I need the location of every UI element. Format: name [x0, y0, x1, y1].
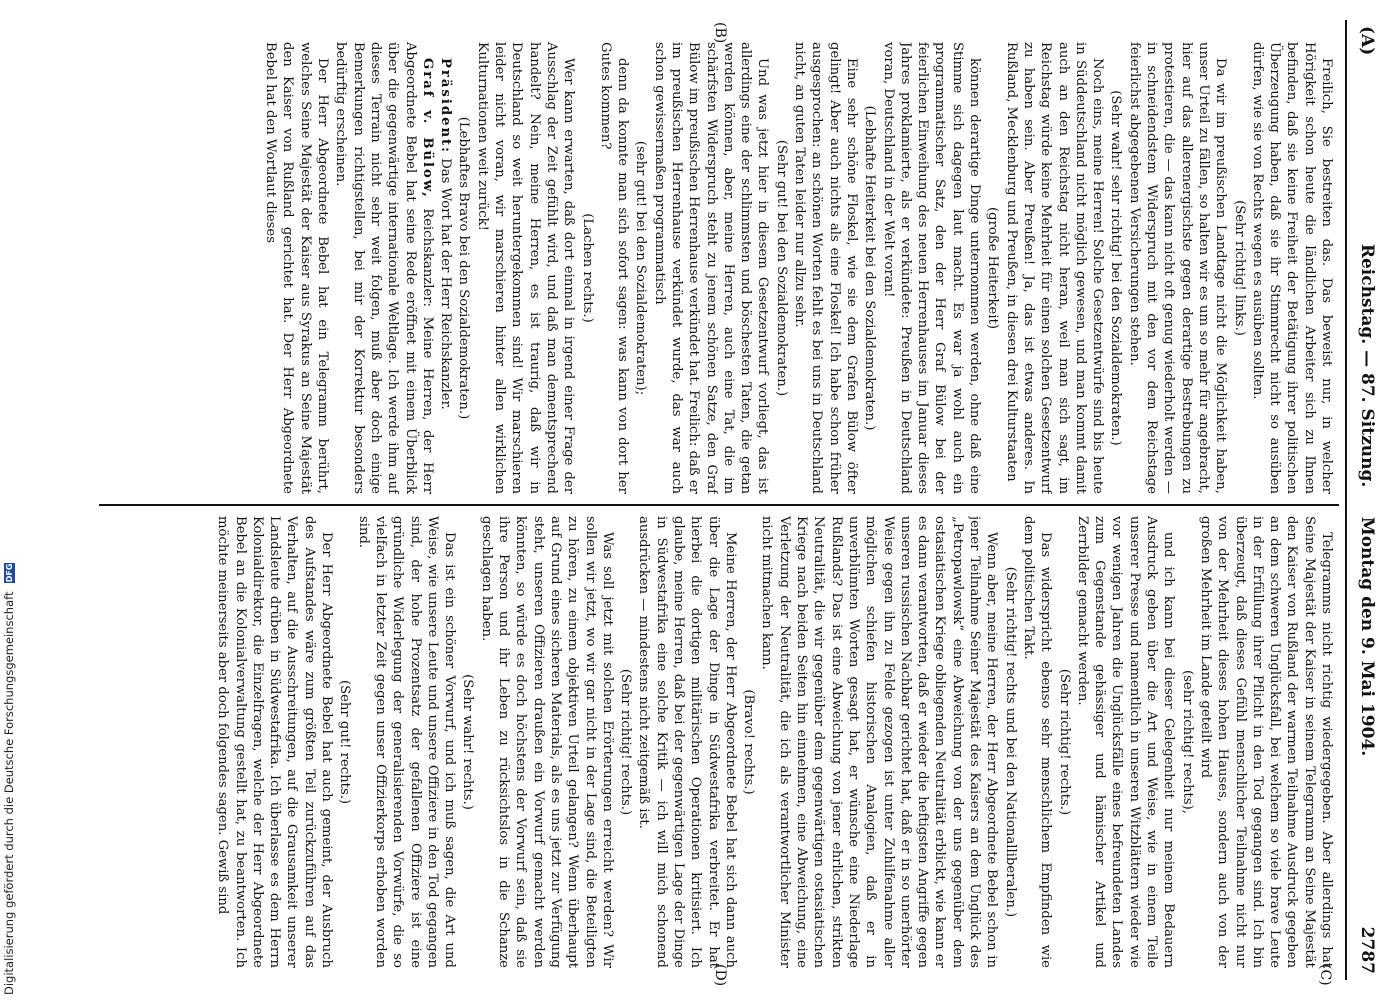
paragraph: Telegramms nicht richtig wiedergegeben. Aber allerdings hat Seine Majestät der Kaiser in seinem Telegramm an Seine Majestät den Kaiser von Rußland der warmen Teilnahme Ausdruck gegeben an dem schweren Unglücksfall, bei welchem so viele brave Leute in der Erfüllung ihrer Pflicht in den Tod gegangen sind. Ich bin überzeugt, daß dieses Gefühl menschlicher Teilnahme nicht nur von der Mehrheit dieses hohen Hauses, sondern auch von der großen Mehrheit im Lande geteilt wird [1197, 516, 1334, 968]
paragraph: Noch eins, meine Herren! Solche Gesetzentwürfe sind bis heute in Süddeutschland nicht möglich gewesen, und man kommt damit auch an den Reichstag nicht heran, weil man sich sagt, im Reichstag würde keine Mehrheit für einen solchen Gesetzentwurf zu haben sein. Aber Preußen! Ja, das ist etwas anderes. In Rußland, Mecklenburg und Preußen, in diesen drei Kulturstaaten [1003, 42, 1106, 494]
dfg-funding-note [2, 5, 18, 995]
header-date: Montag den 9. Mai 1904. [1357, 516, 1377, 757]
paragraph: Das widerspricht ebenso sehr menschlichem Empfinden wie dem politischen Takt. [1020, 516, 1054, 968]
page-number: 2787 [1357, 926, 1377, 974]
dfg-logo-icon: DFG [5, 563, 14, 583]
interjection: (Lebhafte Heiterkeit bei den Sozialdemokraten.) [862, 105, 878, 431]
margin-marker-b: (B) [712, 22, 728, 44]
speaker-paragraph [332, 42, 436, 494]
header-margin-marker: (A) [1357, 26, 1377, 56]
margin-marker-d: (D) [712, 964, 728, 987]
right-text-column [110, 516, 1335, 968]
interjection: (Lebhaftes Bravo bei den Sozialdemokraten.) [456, 116, 472, 420]
interjection: (große Heiterkeit) [985, 206, 1001, 330]
paragraph: Da wir im preußischen Landtage nicht die Möglichkeit haben, unser Urteil zu fällen, so halten wir es um so mehr für angebracht, hier auf das allerenergischste gegen derartige Bestrebungen zu protestieren, die — das kann nicht oft genug wiederholt werden — in schneidendstem Widerspruch mit den vor dem Reichstage feierlichst abgegebenen Versicherungen stehen. [1126, 42, 1229, 494]
scanned-page [93, 20, 1383, 987]
dfg-funding-text: Digitalisierung gefördert durch die Deutsche Forschungsgemeinschaft [2, 591, 16, 995]
interjection: (Sehr richtig! rechts.) [1056, 668, 1072, 816]
speaker-name: Präsident: [438, 58, 454, 155]
paragraph: und ich kann bei dieser Gelegenheit nur meinem Bedauern Ausdruck geben über die Art und Weise, wie in einem Teile unserer Presse und namentlich in unseren Witzblättern wieder wie vor wenigen Jahren die Unglücksfälle eines befreundeten Landes zum Gegenstande gehässiger und hämischer Artikel und Zerrbilder gemacht werden. [1074, 516, 1177, 968]
interjection: (Sehr gut! bei den Sozialdemokraten.) [773, 139, 789, 397]
speaker-paragraph [437, 42, 454, 494]
paragraph: Der Herr Abgeordnete Bebel hat auch gemeint, der Ausbruch des Aufstandes wäre zum größten Teil zurückzuführen auf das Verhalten, auf die Ausschreitungen, auf die Grausamkeit unserer Landsleute drüben in Südwestafrika. Ich überlasse es dem Herrn Kolonialdirektor, die Einzelfragen, welche der Herr Abgeordnete Bebel an die Kolonialverwaltung gestellt hat, zu beantworten. Ich möchte meinerseits aber doch folgendes sagen. Gewiß sind [215, 516, 335, 968]
paragraph: Und was jetzt hier in diesem Gesetzentwurf vorliegt, das ist allerdings eine der schlimmsten und böschesten Taten, die getan werden können, aber, meine Herren, auch eine Tat, die im schärfsten Widerspruch steht zu jenem schönen Satze, den Graf Bülow im preußischen Herrenhause verkündet hat. Freilich: daß er im preußischen Herrenhause verkündet wurde, das war auch schon gewissermaßen programmatisch [651, 42, 771, 494]
interjection: (sehr gut! bei den Sozialdemokraten); [633, 140, 649, 396]
interjection: (Sehr richtig! rechts.) [618, 668, 634, 816]
interjection: (Lachen rechts.) [579, 213, 595, 323]
interjection: (Sehr richtig! links.) [1231, 200, 1247, 336]
paragraph: Eine sehr schöne Floskel, wie sie dem Grafen Bülow öfter gelingt! Aber auch nichts als eine Floskel! Ich habe schon früher ausgesprochen: an schönen Worten fehlt es bei uns in Deutschland nicht, an guten Taten leider nur allzu sehr. [792, 42, 859, 494]
paragraph: denn da konnte man sich sofort sagen: was kann von dort her Gutes kommen? [597, 42, 631, 494]
interjection: (Bravo! rechts.) [741, 689, 757, 795]
speaker-text: Das Wort hat der Herr Reichskanzler. [438, 158, 454, 410]
paragraph: Freilich, Sie bestreiten das. Das beweist nur, in welcher Hörigkeit schon heute die ländlichen Arbeiter sich zu Ihnen befinden, daß sie keine Freiheit der Betätigung ihrer politischen Überzeugung haben, daß sie ihr Stimmrecht nicht so ausüben dürfen, wie sie von Rechts wegen es ausüben sollten. [1249, 42, 1334, 494]
speaker-name: Graf v. Bülow, [419, 58, 435, 199]
paragraph: Das ist ein schöner Vorwurf, und ich muß sagen, die Art und Weise, wie unsere Leute und unsere Offiziere in den Tod gegangen sind, der hohe Prozentsatz der gefallenen Offiziere ist eine gründliche Widerlegung der generalisierenden Vorwürfe, die so vielfach in letzter Zeit gegen unser Offizierkorps erhoben worden sind. [355, 516, 458, 968]
paragraph: Meine Herren, der Herr Abgeordnete Bebel hat sich dann auch über die Lage der Dinge in Südwestafrika verbreitet. Er hat hierbei die dortigen militärischen Operationen kritisiert. Ich glaube, meine Herren, daß bei der gegenwärtigen Lage der Dinge in Südwestafrika eine solche Kritik — ich will mich schonend ausdrücken — mindestens nicht zeitgemäß ist. [636, 516, 738, 968]
page-header [1345, 20, 1383, 980]
interjection: (Sehr wahr! rechts.) [460, 674, 476, 810]
interjection: (Sehr wahr! sehr richtig! bei den Sozialdemokraten.) [1108, 90, 1124, 446]
header-session: Reichstag. — 87. Sitzung. [1357, 243, 1377, 488]
paragraph: Wer kann erwarten, daß dort einmal in irgend einer Frage der Ausschlag der Zeit gefühlt wird, und daß man dementsprechend handelt? Nein, meine Herren, es ist traurig, daß wir in Deutschland so weit heruntergekommen sind! Wir marschieren leider nicht voran, wir marschieren hinter allen wirklichen Kulturnationen weit zurück! [474, 42, 577, 494]
speaker-text: Reichskanzler: Meine Herren, der Herr Abgeordnete Bebel hat seine Rede eröffnet mit einem Überblick über die gegenwärtige internationale Weltlage. Ich werde ihm auf dieses Terrain nicht sehr weit folgen, muß aber doch einige Bemerkungen richtigstellen, bei mir der Korrektur besonders bedürftig erscheinen. [333, 42, 435, 494]
interjection: (Sehr richtig! rechts und bei den Nationalliberalen.) [1002, 566, 1018, 918]
left-text-column [110, 42, 1335, 494]
paragraph: Wenn aber, meine Herren, der Herr Abgeordnete Bebel schon in jener Teilnahme Seiner Majestät des Kaisers an dem Unglück des „Petropawlowsk“ eine Abweichung von der uns gegenüber dem ostasiatischen Kriege obliegenden Neutralität erblickt, wie kann er es dann verantworten, daß er wieder die heftigsten Angriffe gegen unseren russischen Nachbar gerichtet hat, daß er in so unerhörter Weise gegen ihn zu Felde gezogen ist unter Zuhilfenahme aller möglichen schiefen historischen Analogien, daß er in unverblümten Worten gesagt hat, er wünsche eine Niederlage Rußlands? Das ist eine Abweichung von jener ehrlichen, strikten Neutralität, die wir gegenüber dem gegenwärtigen ostasiatischen Kriege nach beiden Seiten hin einnehmen, eine Abweichung, eine Verletzung der Neutralität, die ich als verantwortlicher Minister nicht mitmachen kann. [759, 516, 1000, 968]
paragraph: Was soll jetzt mit solchen Erörterungen erreicht werden? Wir sollen wir jetzt, wo wir gar nicht in der Lage sind, die Beteiligten zu hören, zu einem objektiven Urteil gelangen? Wenn überhaupt auf Grund eines sicheren Materials, als es uns jetzt zur Verfügung steht, unseren Offizieren draußen ein Vorwurf gemacht werden könnten, so würde es doch höchstens der Vorwurf sein, daß sie ihre Person und ihr Leben zu rücksichtslos in die Schanze geschlagen haben. [478, 516, 615, 968]
interjection: (sehr richtig! rechts), [1179, 670, 1195, 814]
interjection: (Sehr gut! rechts.) [337, 679, 353, 805]
paragraph: können derartige Dinge unternommen werden, ohne daß eine Stimme sich dagegen laut macht. Es war ja wohl auch ein programmatischer Satz, den der Herr Graf Bülow bei der feierlichen Einweihung des neuen Herrenhauses im Januar dieses Jahres proklamierte, als er verkündete: Preußen in Deutschland voran, Deutschland in der Welt voran! [880, 42, 983, 494]
paragraph: Der Herr Abgeordnete Bebel hat ein Telegramm berührt, welches Seine Majestät der Kaiser aus Syrakus an Seine Majestät den Kaiser von Rußland gerichtet hat. Der Herr Abgeordnete Bebel hat den Wortlaut dieses [263, 42, 331, 494]
column-divider [99, 504, 1339, 506]
margin-marker-c: (C) [1317, 964, 1333, 986]
